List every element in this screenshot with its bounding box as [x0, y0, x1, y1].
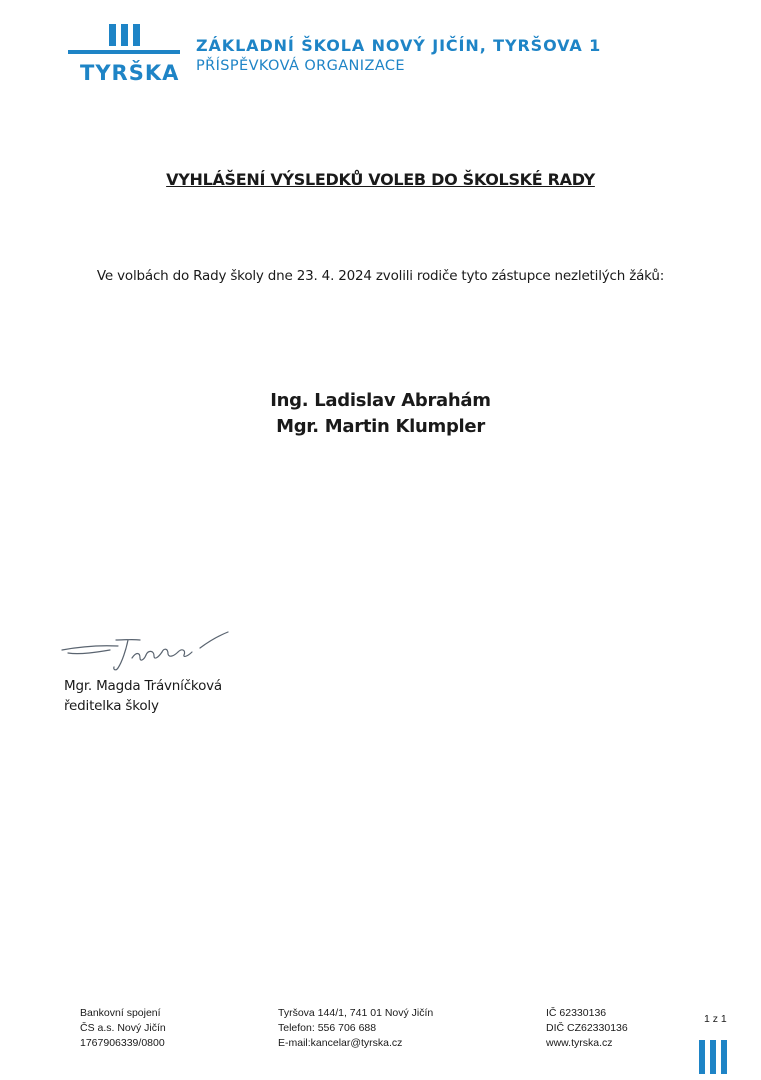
signer-role: ředitelka školy [64, 698, 159, 714]
signer-block [64, 676, 222, 716]
organization-name: ZÁKLADNÍ ŠKOLA NOVÝ JIČÍN, TYRŠOVA 1 [196, 36, 602, 55]
signer-name: Mgr. Magda Trávníčková [64, 678, 222, 694]
footer-line: Tyršova 144/1, 741 01 Nový Jičín [278, 1007, 434, 1019]
logo-bars-icon [109, 24, 141, 46]
elected-list [0, 388, 761, 440]
organization-header [196, 36, 601, 74]
footer-line: Telefon: 556 706 688 [278, 1022, 377, 1034]
document-title: VYHLÁŠENÍ VÝSLEDKŮ VOLEB DO ŠKOLSKÉ RADY [166, 170, 595, 189]
footer-line: IČ 62330136 [546, 1007, 607, 1019]
footer-line: ČS a.s. Nový Jičín [80, 1022, 166, 1034]
logo-text: TYRŠKA [80, 61, 180, 85]
school-logo [68, 24, 180, 90]
handwritten-signature [58, 628, 248, 674]
footer-bank [80, 1006, 166, 1051]
organization-type: PŘÍSPĚVKOVÁ ORGANIZACE [196, 58, 405, 74]
footer-line: www.tyrska.cz [546, 1037, 613, 1049]
footer-line: DIČ CZ62330136 [546, 1022, 628, 1034]
footer-ids [546, 1006, 628, 1051]
logo-divider [68, 50, 180, 54]
footer-line: Bankovní spojení [80, 1007, 161, 1019]
footer-line: 1767906339/0800 [80, 1037, 165, 1049]
intro-text: Ve volbách do Rady školy dne 23. 4. 2024 zvolili rodiče tyto zástupce nezletilých žáků: [96, 268, 665, 284]
elected-name: Ing. Ladislav Abrahám [270, 390, 491, 411]
elected-name: Mgr. Martin Klumpler [276, 416, 485, 437]
page-number: 1 z 1 [704, 1013, 727, 1025]
footer-line: E-mail:kancelar@tyrska.cz [278, 1037, 403, 1049]
footer-logo-bars-icon [699, 1040, 729, 1074]
footer-contact [278, 1006, 433, 1051]
